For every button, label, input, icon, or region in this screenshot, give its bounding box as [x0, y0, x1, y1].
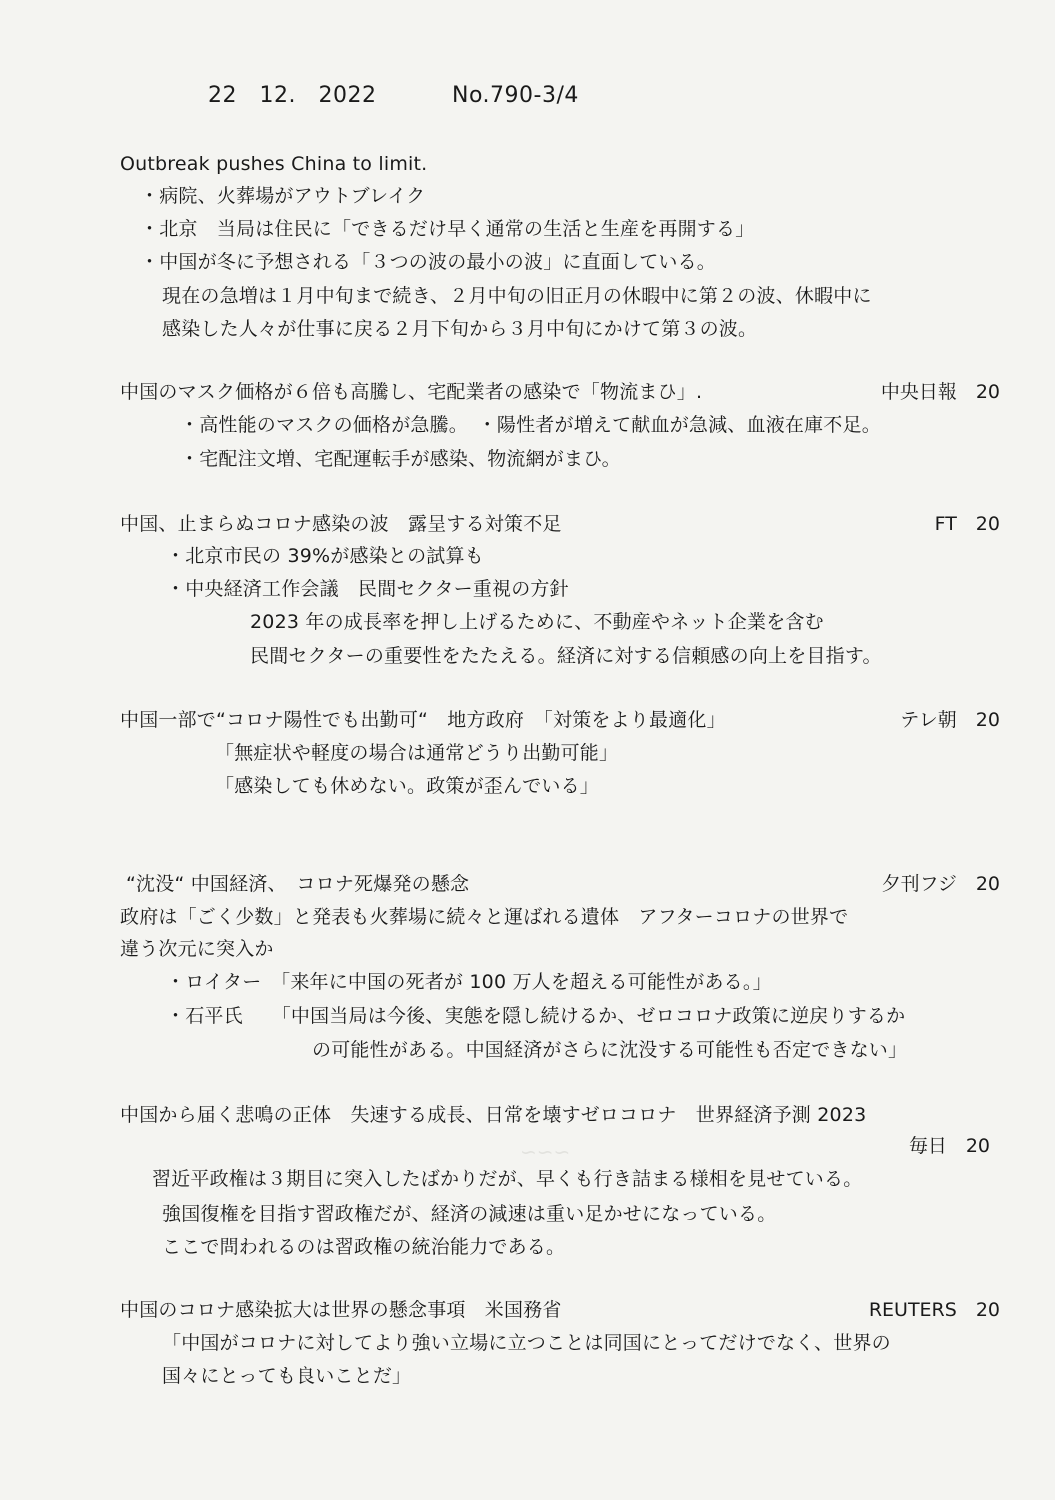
article-source: テレ朝 20: [900, 709, 1000, 731]
article-line: 2023 年の成長率を押し上げるために、不動産やネット企業を含む: [250, 611, 824, 633]
show-through-ghost: ~~~: [520, 1140, 571, 1164]
article-line: の可能性がある。中国経済がさらに沈没する可能性も否定できない」: [312, 1039, 908, 1061]
article-headline: Outbreak pushes China to limit.: [120, 153, 428, 175]
article-line: 違う次元に突入か: [120, 938, 274, 960]
article-line: 習近平政権は３期目に突入したばかりだが、早くも行き詰まる様相を見せている。: [152, 1168, 863, 1190]
article-line: ・宅配注文増、宅配運転手が感染、物流網がまひ。: [180, 448, 621, 470]
article-source: 中央日報 20: [880, 381, 1000, 403]
article-line: 民間セクターの重要性をたたえる。経済に対する信頼感の向上を目指す。: [250, 645, 882, 667]
article-source: 毎日 20: [908, 1135, 990, 1157]
article-line: 現在の急増は１月中旬まで続き、２月中旬の旧正月の休暇中に第２の波、休暇中に: [162, 285, 872, 307]
article-headline: 中国から届く悲鳴の正体 失速する成長、日常を壊すゼロコロナ 世界経済予測 2023: [120, 1104, 867, 1126]
article-headline: 中国のコロナ感染拡大は世界の懸念事項 米国務省: [120, 1299, 562, 1321]
article-line: 国々にとっても良いことだ」: [162, 1365, 412, 1387]
article-line: ・北京 当局は住民に「できるだけ早く通常の生活と生産を再開する」: [140, 218, 755, 240]
article-headline: 中国一部で“コロナ陽性でも出勤可“ 地方政府 「対策をより最適化」: [120, 709, 726, 731]
article-line: ・中国が冬に予想される「３つの波の最小の波」に直面している。: [140, 251, 717, 273]
article-headline: 中国のマスク価格が６倍も高騰し、宅配業者の感染で「物流まひ」.: [120, 381, 703, 403]
article-line: ・北京市民の 39%が感染との試算も: [166, 545, 484, 567]
document-number: No.790-3/4: [452, 83, 579, 108]
article-source: FT 20: [934, 513, 1000, 535]
article-headline: 中国、止まらぬコロナ感染の波 露呈する対策不足: [120, 513, 562, 535]
article-line: ・病院、火葬場がアウトブレイク: [140, 185, 426, 207]
article-line: ・石平氏 「中国当局は今後、実態を隠し続けるか、ゼロコロナ政策に逆戻りするか: [166, 1005, 906, 1027]
article-line: 「中国がコロナに対してより強い立場に立つことは同国にとってだけでなく、世界の: [162, 1332, 891, 1354]
article-line: 政府は「ごく少数」と発表も火葬場に続々と運ばれる遺体 アフターコロナの世界で: [120, 906, 849, 928]
article-line: ・高性能のマスクの価格が急騰。 ・陽性者が増えて献血が急減、血液在庫不足。: [180, 414, 881, 436]
article-line: ・ロイター 「来年に中国の死者が 100 万人を超える可能性がある。」: [166, 971, 772, 993]
article-line: ・中央経済工作会議 民間セクター重視の方針: [166, 578, 569, 600]
article-line: 「感染しても休めない。政策が歪んでいる」: [215, 775, 600, 797]
article-source: REUTERS 20: [868, 1299, 1000, 1321]
article-line: 「無症状や軽度の場合は通常どうり出勤可能」: [215, 742, 619, 764]
article-headline: “沈没“ 中国経済、 コロナ死爆発の懸念: [126, 873, 470, 895]
article-line: ここで問われるのは習政権の統治能力である。: [162, 1236, 566, 1258]
article-source: 夕刊フジ 20: [881, 873, 1000, 895]
document-date: 22 12. 2022: [208, 83, 377, 108]
article-line: 強国復権を目指す習政権だが、経済の減速は重い足かせになっている。: [162, 1203, 777, 1225]
article-line: 感染した人々が仕事に戻る２月下旬から３月中旬にかけて第３の波。: [162, 318, 758, 340]
